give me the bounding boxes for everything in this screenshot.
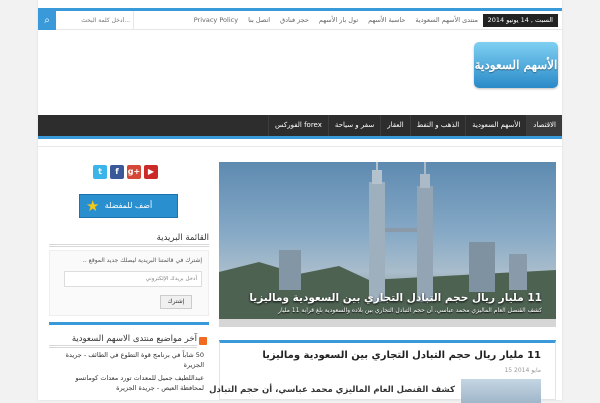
nav-travel[interactable]: سفر و سياحة <box>328 115 380 136</box>
youtube-icon[interactable]: ▶ <box>144 165 158 179</box>
forum-list <box>56 350 204 396</box>
date-badge: السبت , 14 يونيو 2014 <box>483 14 558 27</box>
list-item[interactable]: عبداللطيف جميل للمعدات تورد معدات كوماتسو لمحافظة العيص - جريدة الجزيرة <box>75 374 204 392</box>
topnav-toolbar[interactable]: تول بار الأسهم <box>318 16 359 24</box>
topnav-forum[interactable]: منتدى الأسهم السعودية <box>415 16 478 24</box>
topnav-contact[interactable]: اتصل بنا <box>248 16 271 24</box>
sub-bar <box>38 141 562 147</box>
nav-gold-oil[interactable]: الذهب و النفط <box>410 115 466 136</box>
nav-real-estate[interactable]: العقار <box>380 115 410 136</box>
search-input[interactable] <box>58 13 130 27</box>
social-icons <box>93 165 158 180</box>
newsletter-heading <box>49 233 209 247</box>
subscribe-button[interactable]: إشترك <box>160 295 192 309</box>
email-field[interactable]: أدخل بريدك الإلكتروني <box>64 271 202 287</box>
logo-text: الأسهم السعودية <box>474 58 558 72</box>
facebook-icon[interactable]: f <box>110 165 124 179</box>
main-nav <box>38 115 562 139</box>
slider-excerpt: كشف القنصل العام الماليزي محمد عباسي، أن حجم التبادل التجاري بين بلاده والسعودية بلغ قرابة 11 مليار <box>278 307 542 314</box>
search-box <box>38 11 134 30</box>
topnav-privacy[interactable]: Privacy Policy <box>193 16 239 24</box>
topnav-hotels[interactable]: حجز فنادق <box>280 16 309 24</box>
article-title[interactable]: 11 مليار ريال حجم التبادل التجاري بين السعودية وماليزيا <box>262 350 541 361</box>
forum-title: آخر مواضيع منتدى الاسهم السعودية <box>71 334 197 344</box>
add-favorite-button[interactable] <box>79 194 178 218</box>
star-icon: ★ <box>86 197 100 215</box>
nav-saudi-stocks[interactable]: الأسهم السعودية <box>465 115 526 136</box>
slider-nav-bar[interactable] <box>219 319 556 327</box>
search-icon: ⌕ <box>44 15 50 26</box>
featured-slider[interactable] <box>219 162 556 319</box>
newsletter-text: إشترك في قائمتنا البريدية ليصلك جديد الموقع .. <box>82 257 202 264</box>
article-thumbnail[interactable] <box>461 379 541 403</box>
rss-icon[interactable] <box>199 337 207 345</box>
favorite-label: أضف للمفضلة <box>104 201 153 210</box>
article-date: 15 مايو 2014 <box>504 367 541 374</box>
topnav-calculator[interactable]: حاسبة الأسهم <box>368 16 406 24</box>
newsletter-widget <box>49 250 209 316</box>
twitter-icon[interactable]: t <box>93 165 107 179</box>
search-button[interactable] <box>38 11 56 30</box>
googleplus-icon[interactable]: g+ <box>127 165 141 179</box>
article-card <box>209 340 556 400</box>
site-logo[interactable] <box>474 42 558 88</box>
newsletter-title: القائمة البريدية <box>156 233 209 243</box>
top-bar <box>38 8 562 30</box>
nav-economy[interactable]: الاقتصاد <box>526 115 562 136</box>
slider-title[interactable]: 11 مليار ريال حجم التبادل التجاري بين السعودية وماليزيا <box>249 292 542 304</box>
sidebar-separator <box>49 322 209 325</box>
list-item[interactable]: 50 شاباً في برنامج قوة التطوع في الطائف - جريدة الجزيرة <box>65 351 204 369</box>
article-excerpt: كشف القنصل العام الماليزي محمد عباسي، أن حجم التبادل <box>209 385 455 395</box>
nav-forex[interactable]: الفوركس forex <box>268 115 328 136</box>
forum-heading <box>49 334 197 348</box>
top-nav <box>194 11 478 30</box>
